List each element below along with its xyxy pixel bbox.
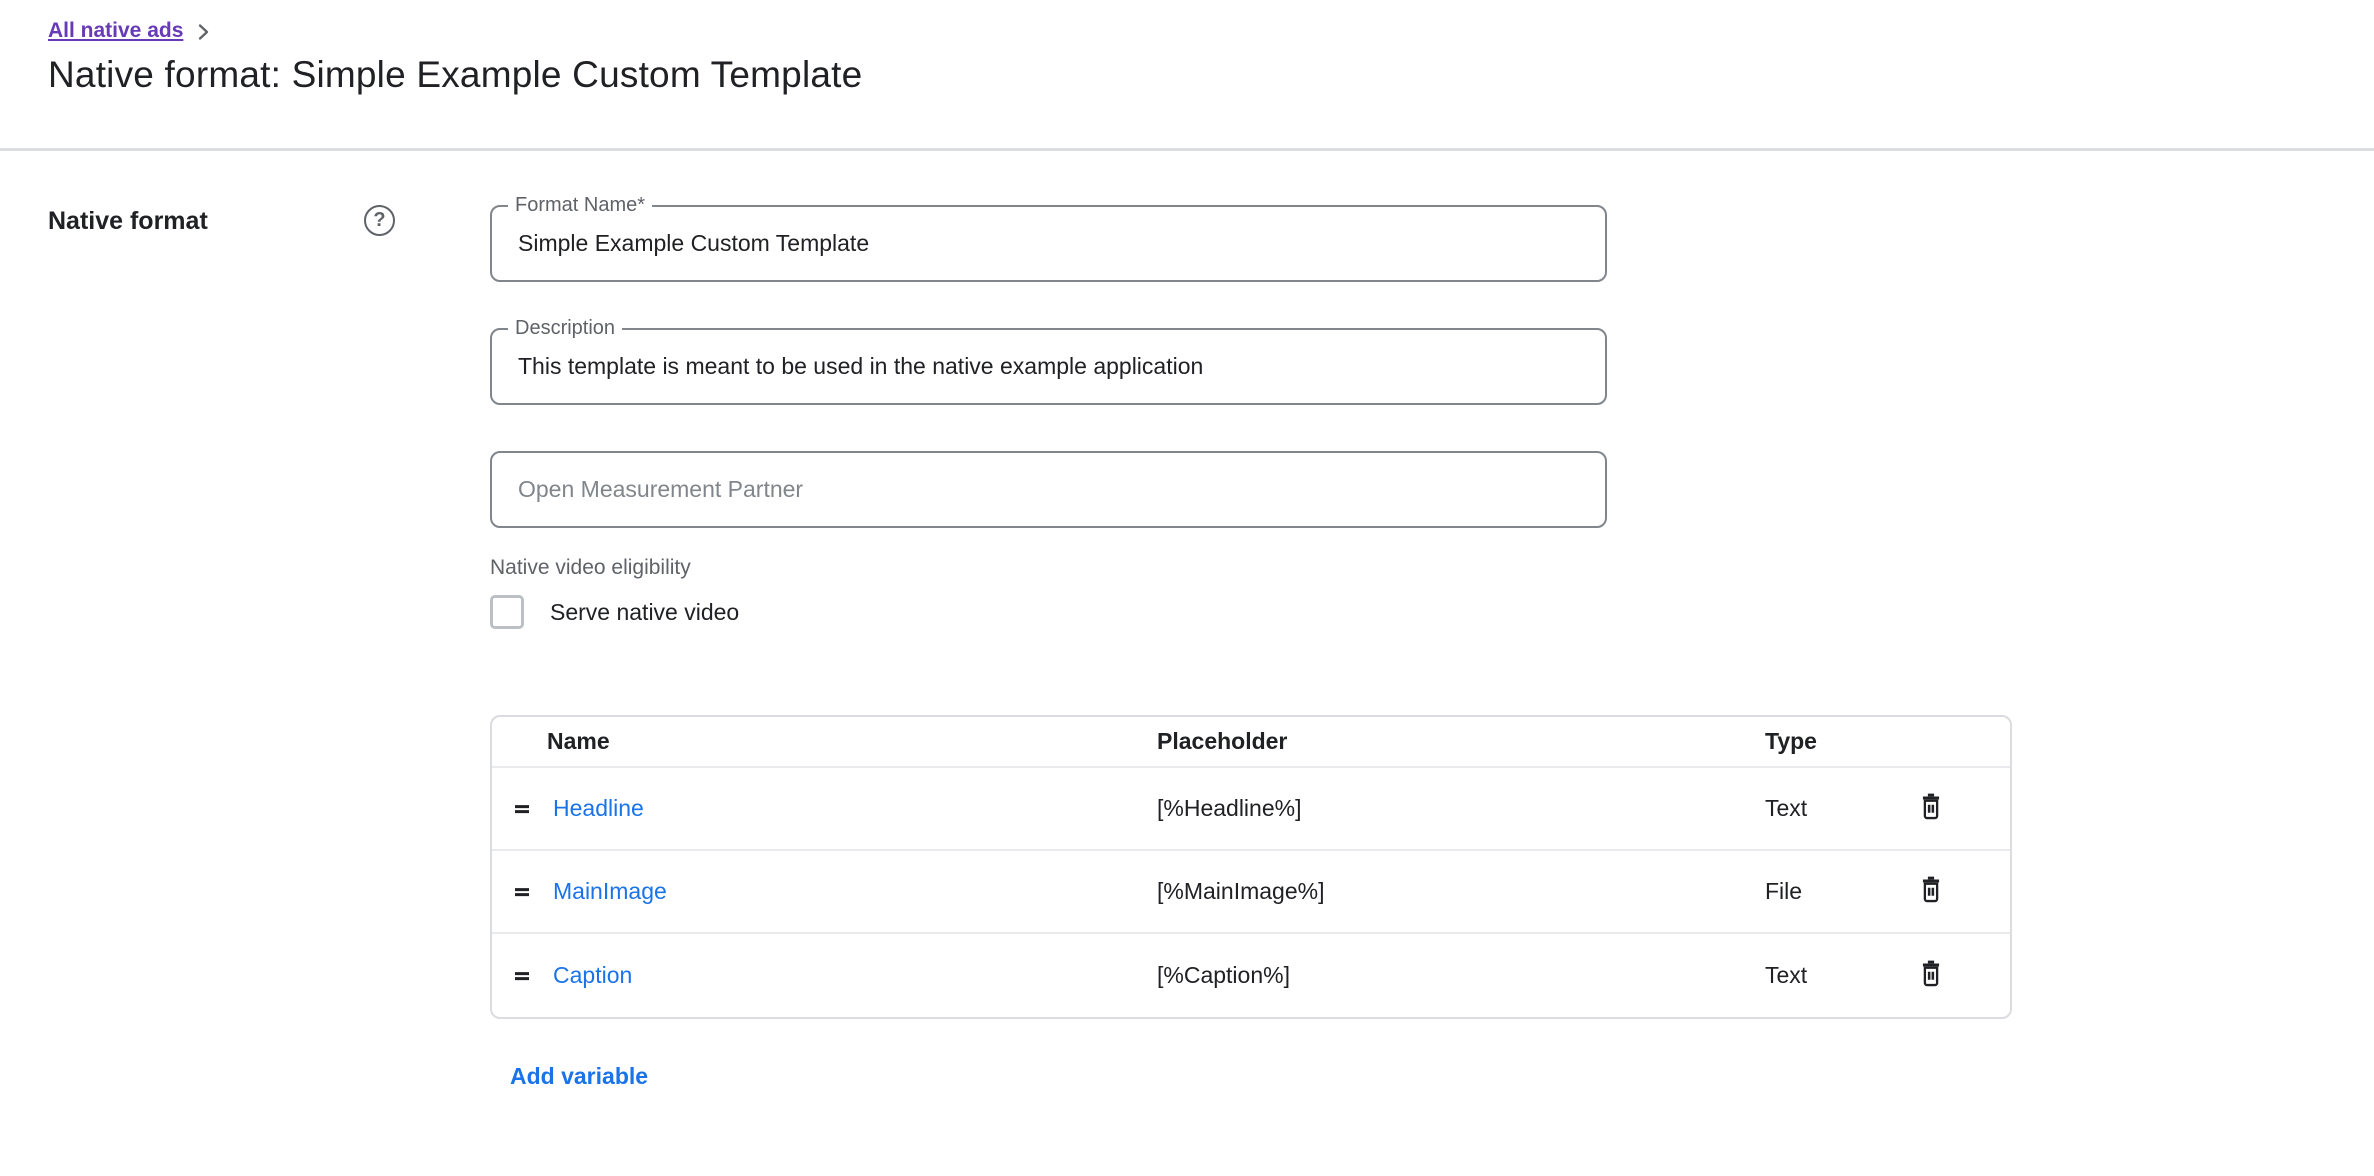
variable-link-caption[interactable]: Caption <box>553 962 633 988</box>
native-format-section <box>0 151 2374 1090</box>
trash-icon[interactable] <box>1915 790 1947 824</box>
drag-handle-icon[interactable] <box>508 878 536 906</box>
variable-placeholder: [%Headline%] <box>1157 795 1302 821</box>
variable-placeholder: [%MainImage%] <box>1157 878 1325 904</box>
variable-type: File <box>1765 878 1803 904</box>
section-label: Native format <box>48 207 208 235</box>
format-name-field <box>490 194 1607 282</box>
format-name-label: Format Name* <box>508 194 652 217</box>
variables-table-header <box>492 717 2010 768</box>
drag-handle-icon[interactable] <box>508 795 536 823</box>
trash-icon[interactable] <box>1915 873 1947 907</box>
variables-table <box>490 715 2012 1019</box>
breadcrumb <box>48 18 2326 44</box>
page-title: Native format: Simple Example Custom Template <box>48 54 863 95</box>
open-measurement-partner-input[interactable] <box>518 476 1579 503</box>
format-name-input[interactable] <box>518 230 1579 257</box>
open-measurement-partner-field <box>490 451 1607 528</box>
column-header-placeholder: Placeholder <box>1157 728 1288 754</box>
description-field <box>490 317 1607 405</box>
column-header-name: Name <box>547 728 610 754</box>
variable-type: Text <box>1765 962 1808 988</box>
serve-native-video-row <box>490 595 2326 629</box>
variable-type: Text <box>1765 795 1808 821</box>
add-variable-button[interactable]: Add variable <box>510 1063 649 1089</box>
page-header <box>0 0 2374 151</box>
section-label-column <box>48 205 490 236</box>
serve-native-video-label: Serve native video <box>550 598 740 625</box>
column-header-type: Type <box>1765 728 1817 754</box>
breadcrumb-link-all-native-ads[interactable]: All native ads <box>48 19 184 42</box>
variable-placeholder: [%Caption%] <box>1157 962 1290 988</box>
table-row <box>492 851 2010 934</box>
help-icon[interactable]: ? <box>364 205 395 236</box>
variable-link-mainimage[interactable]: MainImage <box>553 878 667 904</box>
table-row <box>492 768 2010 851</box>
table-row <box>492 934 2010 1017</box>
variable-link-headline[interactable]: Headline <box>553 795 644 821</box>
section-content-column <box>490 194 2326 1090</box>
serve-native-video-checkbox[interactable] <box>490 595 524 629</box>
drag-handle-icon[interactable] <box>508 962 536 990</box>
description-input[interactable] <box>518 353 1579 380</box>
chevron-right-icon <box>191 20 215 44</box>
native-video-eligibility-label: Native video eligibility <box>490 556 691 579</box>
description-label: Description <box>508 317 622 340</box>
trash-icon[interactable] <box>1915 957 1947 991</box>
